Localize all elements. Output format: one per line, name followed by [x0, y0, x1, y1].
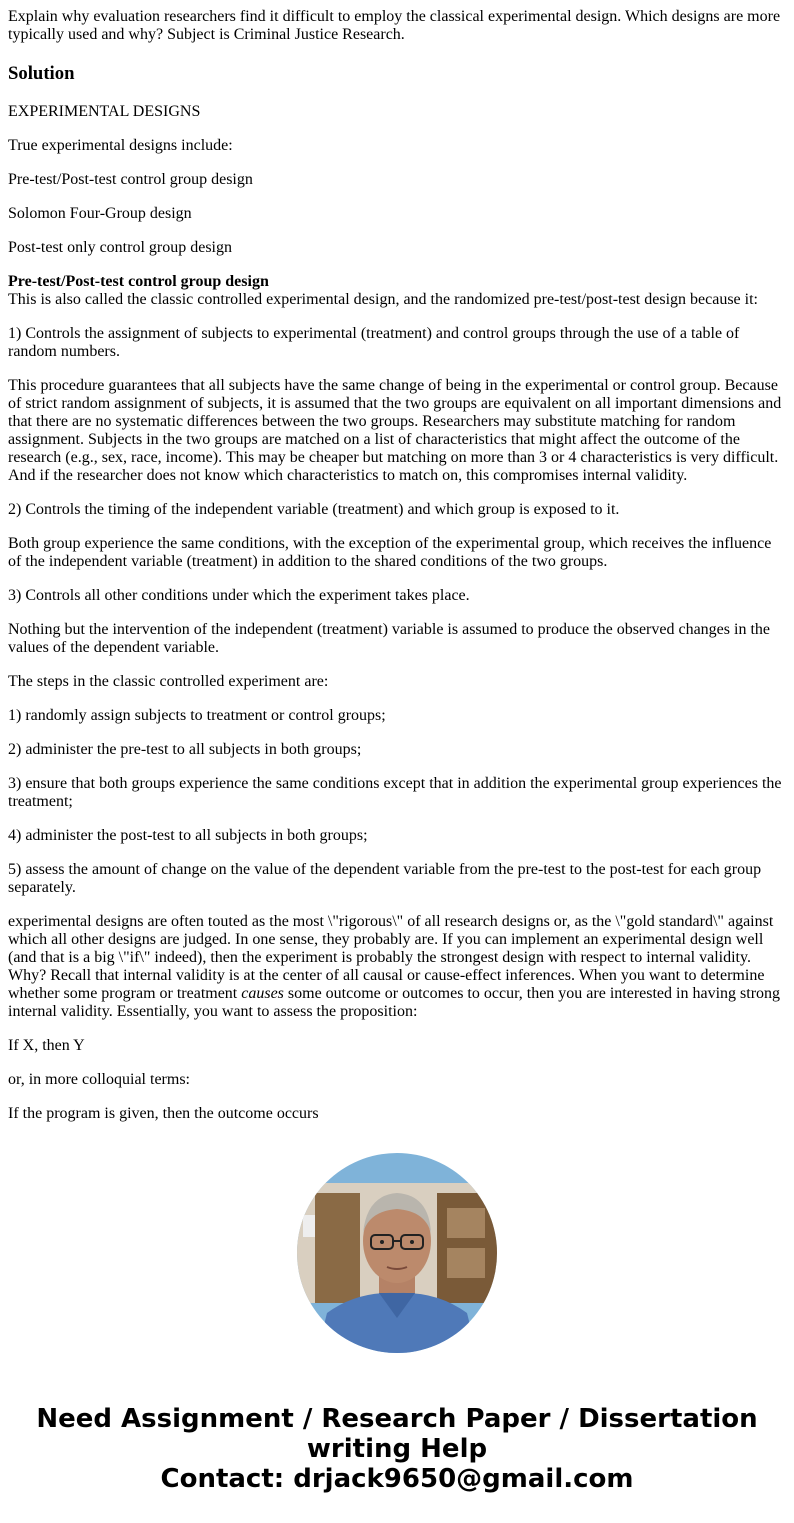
paragraph: If X, then Y: [8, 1037, 85, 1054]
footer-contact: Contact: drjack9650@gmail.com: [160, 1464, 634, 1494]
solution-heading: Solution: [8, 63, 75, 84]
paragraph: The steps in the classic controlled experiment are:: [8, 673, 329, 690]
paragraph: 3) Controls all other conditions under which the experiment takes place.: [8, 587, 470, 604]
paragraph: Both group experience the same conditions, with the exception of the experimental group, which receives the influence of the independent variable (treatment) in addition to the shared conditions of the two groups.: [8, 535, 772, 570]
design-subheading: Pre-test/Post-test control group design: [8, 273, 269, 290]
footer-banner: [0, 1404, 794, 1494]
footer-line: Need Assignment / Research Paper / Dissertation: [36, 1404, 758, 1434]
paragraph: True experimental designs include:: [8, 137, 233, 154]
step-item: 4) administer the post-test to all subjects in both groups;: [8, 827, 368, 844]
paragraph: [8, 913, 786, 1021]
paragraph: 1) Controls the assignment of subjects to experimental (treatment) and control groups through the use of a table of random numbers.: [8, 325, 740, 360]
step-item: 3) ensure that both groups experience the same conditions except that in addition the experimental group experiences the treatment;: [8, 775, 782, 810]
paragraph: Nothing but the intervention of the independent (treatment) variable is assumed to produce the observed changes in the values of the dependent variable.: [8, 621, 770, 656]
step-item: 1) randomly assign subjects to treatment or control groups;: [8, 707, 386, 724]
question-text: Explain why evaluation researchers find it difficult to employ the classical experimental design. Which designs are more typically used and why? Subject is Criminal Justice Research.: [8, 8, 781, 43]
design-section: [8, 273, 786, 309]
paragraph-part: some outcome or outcomes to occur, then you are interested in having strong internal validity. Essentially, you want to assess the proposition:: [8, 985, 781, 1020]
footer-line: writing Help: [306, 1434, 488, 1464]
paragraph: If the program is given, then the outcome occurs: [8, 1105, 319, 1122]
design-item: Solomon Four-Group design: [8, 205, 192, 222]
paragraph: This is also called the classic controlled experimental design, and the randomized pre-test/post-test design because it:: [8, 291, 758, 308]
author-photo-icon: [297, 1153, 497, 1353]
design-item: Pre-test/Post-test control group design: [8, 171, 253, 188]
paragraph-part: experimental designs are often touted as the most \"rigorous\" of all research designs or, as the \"gold standard\" against which all other designs are judged. In one sense, they probably are. If you can implement an experimental design well (and that is a big \"if\" indeed), then the experiment is probably the strongest design with respect to internal validity. Why? Recall that internal validity is at the center of all causal or cause-effect inferences. When you want to determine whether some program or treatment: [8, 913, 774, 1002]
section-title: EXPERIMENTAL DESIGNS: [8, 103, 201, 120]
emphasis-text: causes: [241, 985, 284, 1002]
paragraph: This procedure guarantees that all subjects have the same change of being in the experimental or control group. Because of strict random assignment of subjects, it is assumed that the two groups are equivalent on all important dimensions and that there are no systematic differences between the two groups. Researchers may substitute matching for random assignment. Subjects in the two groups are matched on a list of characteristics that might affect the outcome of the research (e.g., sex, race, income). This may be cheaper but matching on more than 3 or 4 characteristics is very difficult. And if the researcher does not know which characteristics to match on, this compromises internal validity.: [8, 377, 782, 484]
step-item: 2) administer the pre-test to all subjects in both groups;: [8, 741, 362, 758]
paragraph: or, in more colloquial terms:: [8, 1071, 190, 1088]
step-item: 5) assess the amount of change on the value of the dependent variable from the pre-test to the post-test for each group separately.: [8, 861, 762, 896]
paragraph: 2) Controls the timing of the independent variable (treatment) and which group is exposed to it.: [8, 501, 620, 518]
author-avatar: [297, 1153, 497, 1353]
document-body: [8, 8, 786, 1139]
design-item: Post-test only control group design: [8, 239, 232, 256]
